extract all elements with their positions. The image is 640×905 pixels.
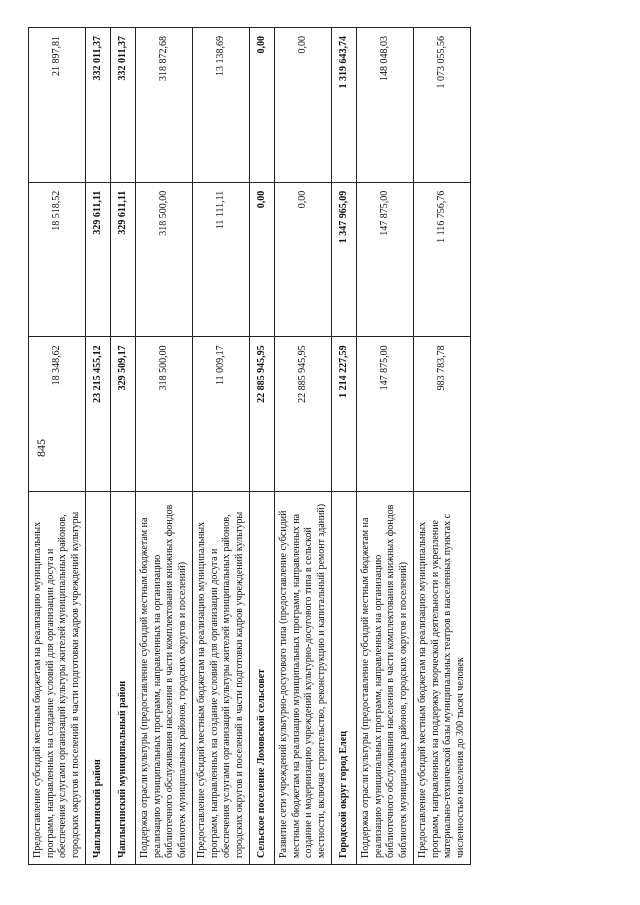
row-value-1: 23 215 455,12 [86,337,111,492]
row-value-1: 18 348,62 [29,337,86,492]
table-body [29,28,471,865]
row-description: Чаплыгинский муниципальный район [111,492,136,865]
table-row [29,28,86,865]
row-value-3: 0,00 [250,28,275,183]
table-row [357,28,414,865]
row-value-3: 148 048,03 [357,28,414,183]
row-description: Предоставление субсидий местным бюджетам на реализацию муниципальных программ, направленных на поддержку творческой деятельности и укрепление материально-технической базы муниципальных театров в населенных пунктах с численностью населения до 300 тысяч человек [414,492,471,865]
page-number: 845 [34,439,48,457]
row-description: Поддержка отрасли культуры (предоставление субсидий местным бюджетам на реализацию муниципальных программ, направленных на организацию библиотечного обслуживания населения в части комплектования книжных фондов библиотек муниципальных районов, городских округов и поселений) [357,492,414,865]
row-value-3: 1 073 055,56 [414,28,471,183]
row-description: Развитие сети учреждений культурно-досугового типа (предоставление субсидий местным бюджетам на реализацию муниципальных программ, направленных на создание и модернизацию учреждений культурно-досугового типа в сельской местности, включая строительство, реконструкцию и капитальный ремонт зданий) [275,492,332,865]
row-description: Предоставление субсидий местным бюджетам на реализацию муниципальных программ, направленных на создание условий для организации досуга и обеспечения услугами организаций культуры жителей муниципальных районов, городских округов и поселений в части подготовки кадров учреждений культуры [29,492,86,865]
row-value-3: 332 011,37 [86,28,111,183]
row-value-2: 147 875,00 [357,182,414,337]
row-value-2: 1 116 756,76 [414,182,471,337]
row-description: Городской округ город Елец [332,492,357,865]
row-value-3: 1 319 643,74 [332,28,357,183]
row-value-3: 21 897,81 [29,28,86,183]
row-value-3: 332 011,37 [111,28,136,183]
row-value-2: 11 111,11 [193,182,250,337]
row-value-2: 0,00 [275,182,332,337]
table-row [250,28,275,865]
table-row [193,28,250,865]
row-value-2: 329 611,11 [86,182,111,337]
table-row [111,28,136,865]
table-row [136,28,193,865]
table-row [275,28,332,865]
row-value-2: 329 611,11 [111,182,136,337]
budget-table [28,27,471,865]
row-value-1: 147 875,00 [357,337,414,492]
row-value-2: 1 347 965,09 [332,182,357,337]
row-description: Чаплыгинский район [86,492,111,865]
table-row [414,28,471,865]
table-row [86,28,111,865]
row-value-1: 22 885 945,95 [250,337,275,492]
row-value-2: 318 500,00 [136,182,193,337]
row-value-1: 329 509,17 [111,337,136,492]
row-value-1: 983 783,78 [414,337,471,492]
row-description: Предоставление субсидий местным бюджетам на реализацию муниципальных программ, направленных на создание условий для организации досуга и обеспечения услугами организаций культуры жителей муниципальных районов, городских округов и поселений в части подготовки кадров учреждений культуры [193,492,250,865]
row-value-1: 1 214 227,59 [332,337,357,492]
row-value-1: 318 500,00 [136,337,193,492]
table-row [332,28,357,865]
row-value-2: 0,00 [250,182,275,337]
row-value-1: 22 885 945,95 [275,337,332,492]
row-value-3: 13 138,69 [193,28,250,183]
row-value-3: 0,00 [275,28,332,183]
row-value-1: 11 009,17 [193,337,250,492]
row-value-3: 318 872,68 [136,28,193,183]
row-description: Поддержка отрасли культуры (предоставление субсидий местным бюджетам на реализацию муниципальных программ, направленных на организацию библиотечного обслуживания населения в части комплектования книжных фондов библиотек муниципальных районов, городских округов и поселений) [136,492,193,865]
row-value-2: 18 518,52 [29,182,86,337]
row-description: Сельское поселение Ломовской сельсовет [250,492,275,865]
